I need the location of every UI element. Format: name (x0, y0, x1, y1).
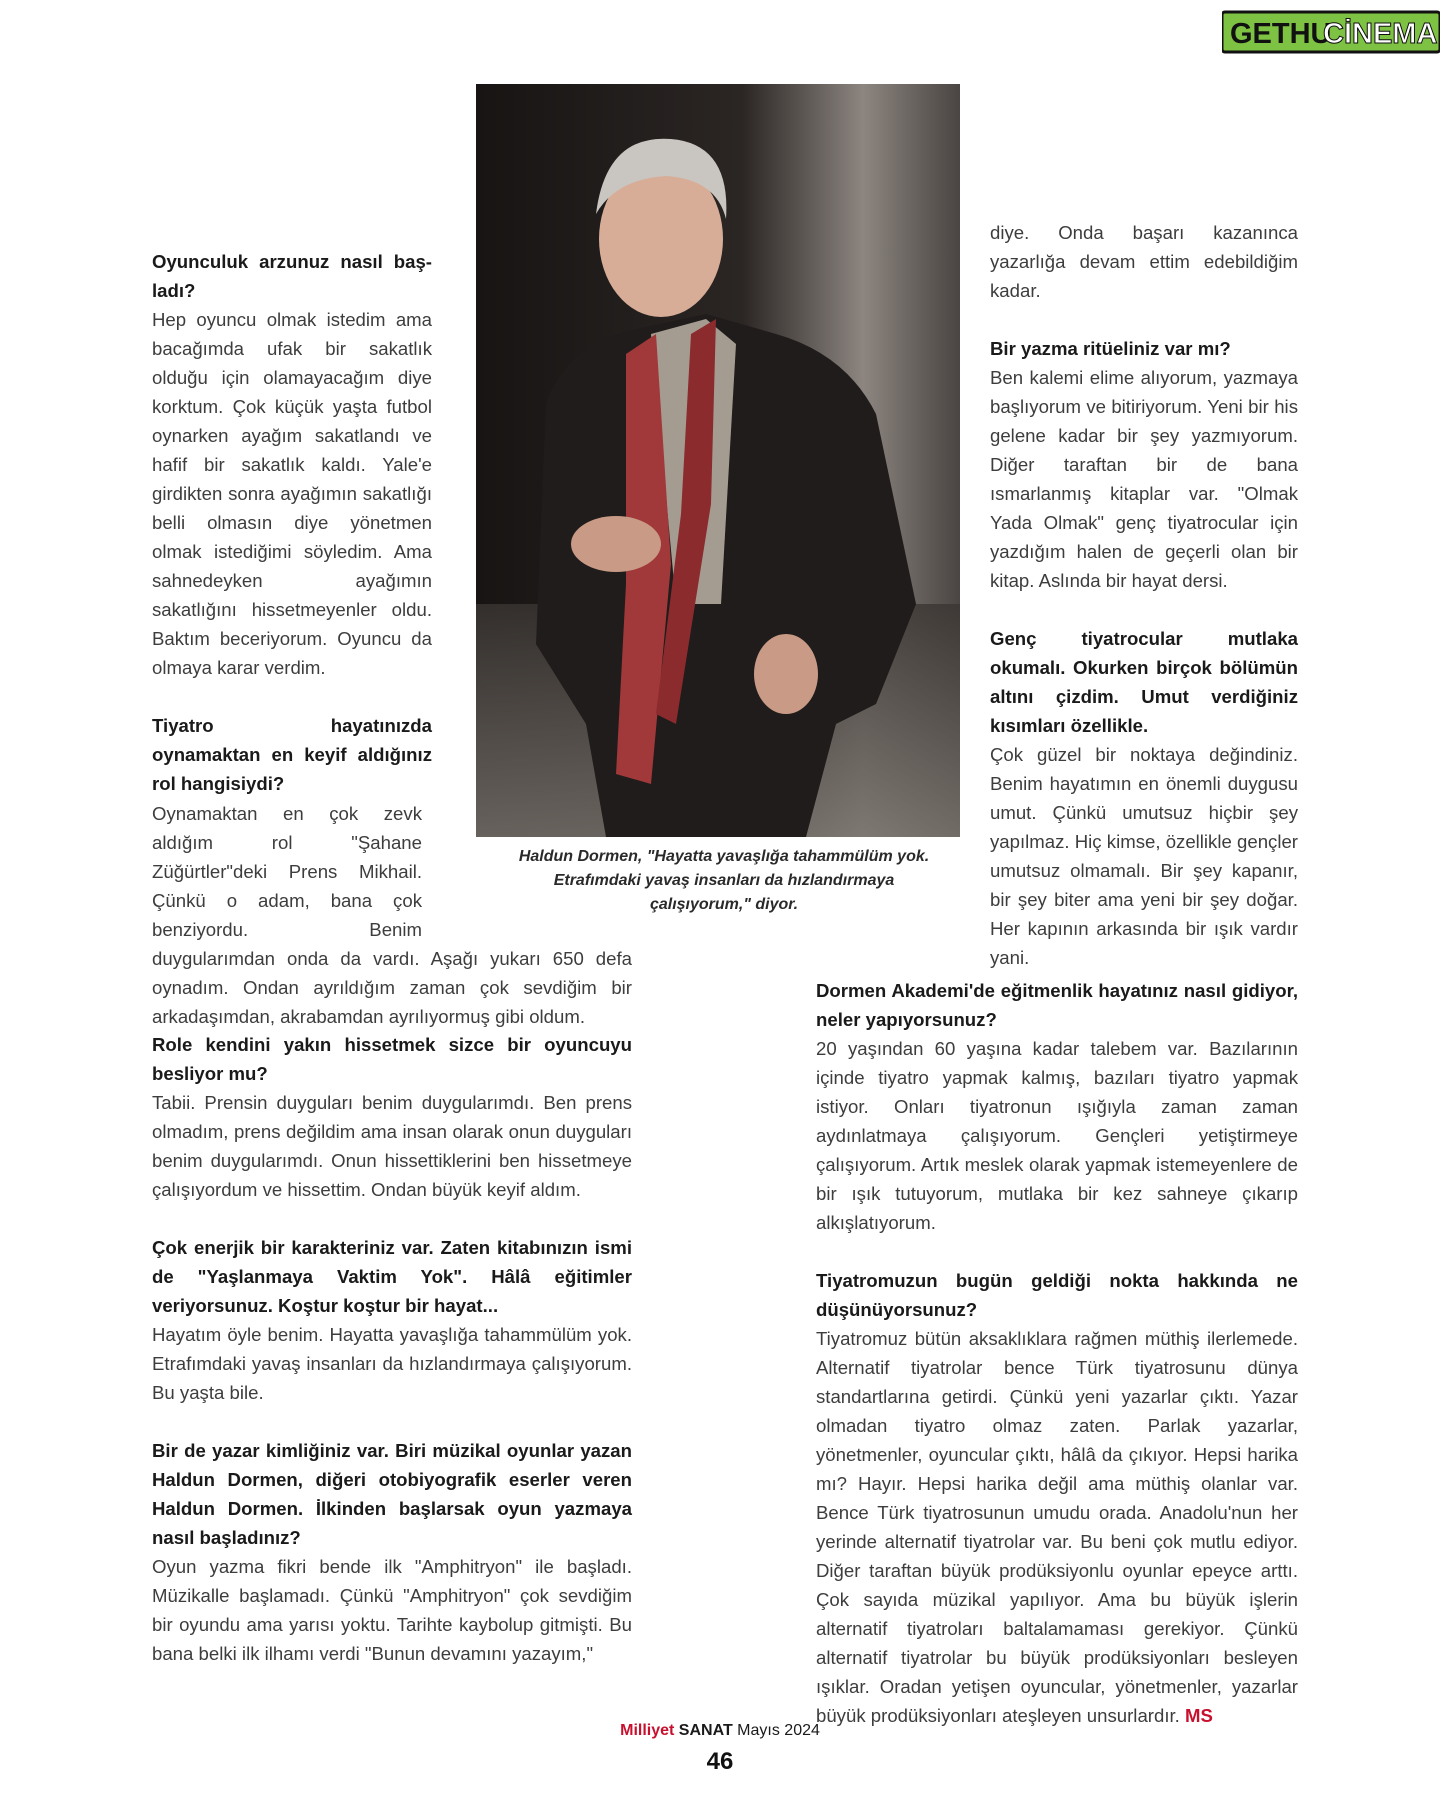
qa-block-r5 (816, 1266, 1298, 1730)
qa-block-5 (152, 1436, 632, 1668)
answer-r3: Çok güzel bir noktaya değindiniz. Benim hayatımın en önemli duygusu umut. Çünkü umutsuz hiçbir şey yapılmaz. Hiç kimse, özellikle gençler umutsuz olmamalı. Bir şey kapanır, bir şey biter ama yeni bir şey doğar. Her kapının arkasında bir ışık vardır yani. (990, 744, 1298, 968)
photo-caption: Haldun Dormen, "Hayatta yavaşlığa tahammülüm yok. Etrafımdaki yavaş insanları da hızlandırmaya çalışıyorum," diyor. (518, 848, 930, 913)
gethucinema-logo (1222, 8, 1440, 56)
answer-5: Oyun yazma fikri bende ilk "Amphitryon" ile başladı. Müzikalle başlamadı. Çünkü "Amphitryon" çok sevdiğim bir oyundu ama yarısı yoktu. Tarihte kaybolup gitmişti. Bu bana belki ilk ilhamı verdi "Bunun devamını yazayım," (152, 1556, 632, 1664)
question-3: Role kendini yakın hissetmek sizce bir oyuncuyu besliyor mu? (152, 1034, 632, 1084)
answer-4: Hayatım öyle benim. Hayatta yavaşlığa tahammülüm yok. Etrafımdaki yavaş insanları da hızlandırmaya çalışıyorum. Bu yaşta bile. (152, 1324, 632, 1403)
question-r4: Dormen Akademi'de eğitmenlik hayatınız nasıl gidiyor, neler yapıyorsunuz? (816, 980, 1298, 1030)
answer-r1: diye. Onda başarı kazanınca yazarlığa devam ettim edebildiğim kadar. (990, 222, 1298, 301)
author-signature: MS (1184, 1705, 1213, 1726)
footer-brand-milliyet: Milliyet (620, 1722, 675, 1739)
footer-date: Mayıs 2024 (737, 1722, 820, 1739)
page-number: 46 (706, 1748, 734, 1775)
qa-block-1 (152, 247, 432, 682)
left-column-upper (152, 247, 432, 798)
question-r2: Bir yazma ritüeliniz var mı? (990, 338, 1231, 359)
qa-block-r3 (990, 624, 1298, 972)
qa-block-2-part (152, 711, 432, 798)
logo-text-part2: CİNEMA (1323, 18, 1438, 50)
answer-r2: Ben kalemi elime alıyorum, yazmaya başlıyorum ve bitiriyorum. Yeni bir his gelene kadar bir şey yazmıyorum. Diğer taraftan bir de bana ısmarlanmış kitaplar var. "Olmak Yada Olmak" genç tiyatrocular için yazdığım halen de geçerli olan bir kitap. Aslında bir hayat dersi. (990, 367, 1298, 591)
question-r3: Genç tiyatrocular mutlaka okumalı. Okurken birçok bölümün altını çizdim. Umut verdiğiniz kısımları özellikle. (990, 628, 1298, 736)
answer-r5: Tiyatromuz bütün aksaklıklara rağmen müthiş ilerlemede. Alternatif tiyatrolar bence Türk tiyatrosunu dünya standartlarına getirdi. Çünkü yeni yazarlar çıktı. Yazar olmadan tiyatro olmaz zaten. Parlak yazarlar, yönetmenler, oyuncular çıktı, hâlâ da çıkıyor. Hepsi harika mı? Hayır. Hepsi harika değil ama müthiş olanlar var. Bence Türk tiyatrosunun umudu orada. Anadolu'nun her yerinde alternatif tiyatrolar var. Bu beni çok mutlu ediyor. Diğer taraftan büyük prodüksiyonlu oyunlar epeyce arttı. Çok sayıda müzikal yapılıyor. Ama bu büyük işlerin alternatif tiyatroları baltalamaması gerekiyor. Çünkü alternatif tiyatrolar bu büyük prodüksiyonları besleyen ışıklar. Oradan yetişen oyuncular, yönetmenler, yazarlar büyük prodüksiyonları ateşleyen unsurlardır. (816, 1328, 1298, 1726)
question-5: Bir de yazar kimliğiniz var. Biri müzikal oyunlar yazan Haldun Dormen, diğeri otobiyografik eserler veren Haldun Dormen. İlkinden başlarsak oyun yazmaya nasıl başladınız? (152, 1440, 632, 1548)
right-column-upper (990, 218, 1298, 972)
answer-1: Hep oyuncu olmak istedim ama bacağımda ufak bir sakatlık olduğu için olamayacağım diye korktum. Çok küçük yaşta futbol oynarken ayağım sakatlandı ve hafif bir sakatlık kaldı. Yale'e girdikten sonra ayağımın sakatlığı belli olmasın diye yönetmen olmak istediğimi söyledim. Ama sahnedeyken ayağımın sakatlığını hissetmeyenler oldu. Baktım beceriyorum. Oyuncu da olmaya karar verdim. (152, 309, 432, 678)
qa-block-r2 (990, 334, 1298, 595)
qa-block-r4 (816, 976, 1298, 1237)
logo-text-part1: GETHU (1230, 18, 1332, 50)
answer-3: Tabii. Prensin duyguları benim duygularımdı. Ben prens olmadım, prens değildim ama insan olarak onun duyguları benim duygularımdı. Onun hissettiklerini ben hissetmeye çalışıyordum ve hissettim. Ondan büyük keyif aldım. (152, 1092, 632, 1200)
portrait-photo (476, 84, 960, 837)
portrait-illustration (476, 84, 960, 837)
answer-2: Oynamaktan en çok zevk aldığım rol "Şahane Züğürtler"deki Prens Mikhail. Çünkü o adam, bana çok benziyordu. Benim duygularımdan onda da vardı. Aşağı yukarı 650 defa oynadım. Ondan ayrıldığım zaman çok sevdiğim bir arkadaşımdan, akrabamdan ayrılıyormuş gibi oldum. (152, 803, 632, 1027)
qa-block-r1 (990, 218, 1298, 305)
magazine-footer (520, 1722, 920, 1740)
qa-block-4 (152, 1233, 632, 1407)
footer-brand-sanat: SANAT (678, 1722, 733, 1739)
right-column-lower (816, 976, 1298, 1730)
question-1: Oyunculuk arzunuz nasıl baş- ladı? (152, 251, 432, 301)
answer-r4: 20 yaşından 60 yaşına kadar talebem var. Bazılarının içinde tiyatro yapmak kalmış, bazıları tiyatro yapmak istiyor. Onları tiyatronun ışığıyla zaman zaman aydınlatmaya çalışıyorum. Gençleri yetiştirmeye çalışıyorum. Artık meslek olarak yapmak istemeyenlere de bir ışık tutuyorum, mutlaka bir kez sahneye çıkarıp alkışlatıyorum. (816, 1038, 1298, 1233)
question-4: Çok enerjik bir karakteriniz var. Zaten kitabınızın ismi de "Yaşlanmaya Vaktim Yok". Hâlâ eğitimler veriyorsunuz. Koştur koştur bir hayat... (152, 1237, 632, 1316)
question-2: Tiyatro hayatınızda oynamaktan en keyif aldığınız rol hangisiydi? (152, 715, 432, 794)
question-r5: Tiyatromuzun bugün geldiği nokta hakkında ne düşünüyorsunuz? (816, 1270, 1298, 1320)
qa-block-3 (152, 1030, 632, 1204)
left-column-lower (152, 1030, 632, 1668)
